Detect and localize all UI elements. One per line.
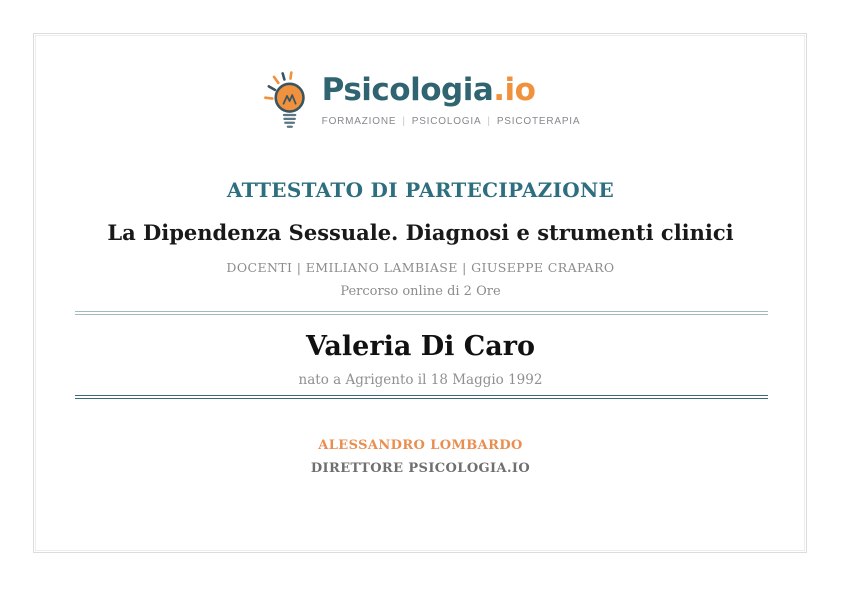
signer-name: ALESSANDRO LOMBARDO <box>318 438 523 453</box>
logo <box>0 66 841 134</box>
divider-top <box>75 311 768 315</box>
course-title: La Dipendenza Sessuale. Diagnosi e strumenti clinici <box>107 220 734 245</box>
teachers-line: DOCENTI | EMILIANO LAMBIASE | GIUSEPPE CRAPARO <box>226 260 615 275</box>
tagline-separator: | <box>487 116 491 127</box>
tagline-item-psicologia: PSICOLOGIA <box>411 116 482 127</box>
brand-suffix: .io <box>493 72 536 108</box>
tagline-item-psicoterapia: PSICOTERAPIA <box>496 116 581 127</box>
logo-text <box>322 66 581 127</box>
tagline-separator: | <box>402 116 406 127</box>
birth-line: nato a Agrigento il 18 Maggio 1992 <box>298 372 543 388</box>
brand-name <box>322 66 536 114</box>
tagline-item-formazione: FORMAZIONE <box>321 116 397 127</box>
recipient-name: Valeria Di Caro <box>305 331 536 362</box>
duration-line: Percorso online di 2 Ore <box>340 284 501 299</box>
brand-primary: Psicologia <box>321 72 494 108</box>
signer-title: DIRETTORE PSICOLOGIA.IO <box>310 461 531 476</box>
divider-bottom <box>75 395 768 399</box>
lightbulb-icon <box>261 70 313 134</box>
logo-tagline <box>322 116 581 127</box>
certificate-heading: ATTESTATO DI PARTECIPAZIONE <box>226 178 615 202</box>
